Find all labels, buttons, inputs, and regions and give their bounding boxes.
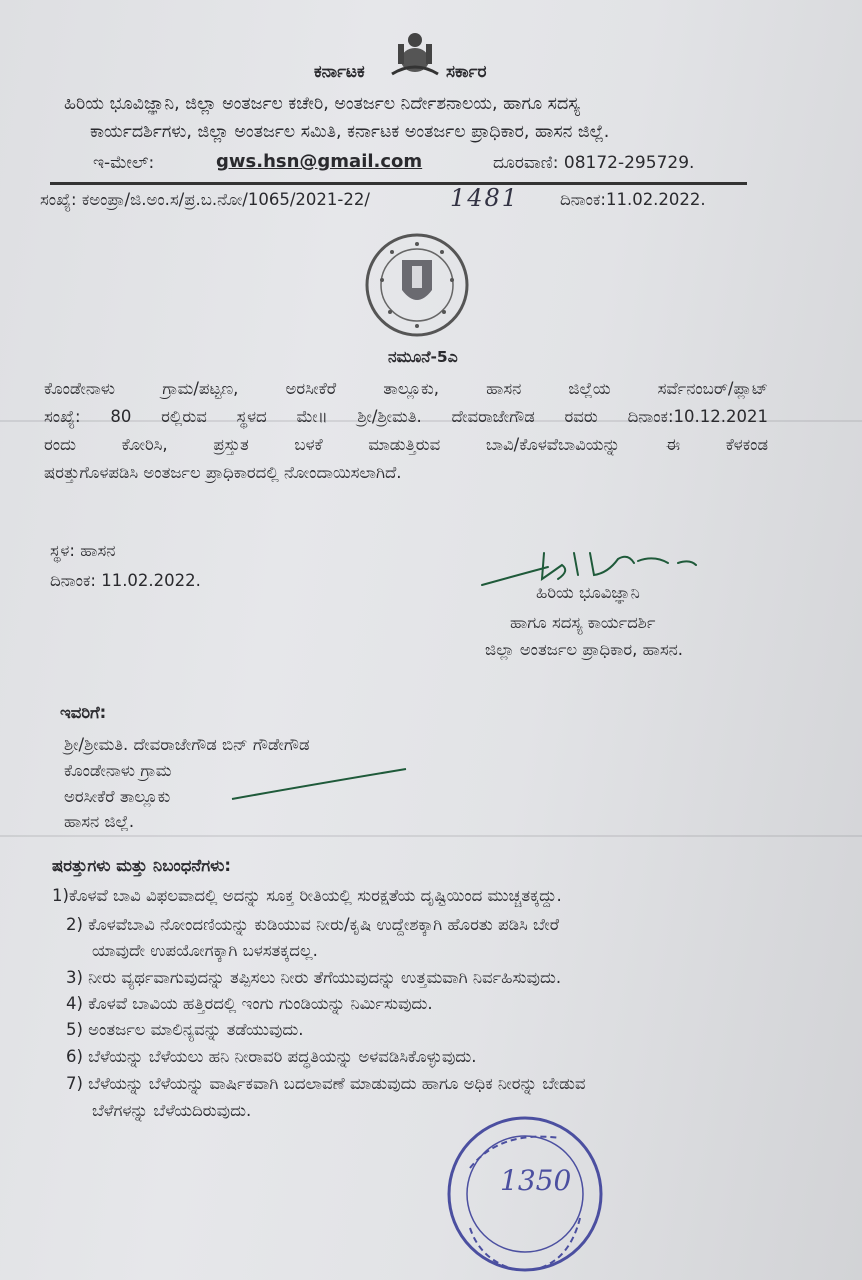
body-paragraph (44, 375, 768, 487)
signatory-role: ಹಾಗೂ ಸದಸ್ಯ ಕಾರ್ಯದರ್ಶಿ (510, 613, 656, 632)
govt-right: ಸರ್ಕಾರ (446, 62, 487, 82)
department-seal-icon (362, 230, 472, 340)
reference-date: ದಿನಾಂಕ:11.02.2022. (560, 190, 706, 209)
terms-title: ಷರತ್ತುಗಳು ಮತ್ತು ನಿಬಂಧನೆಗಳು: (52, 856, 231, 875)
term-item: ಯಾವುದೇ ಉಪಯೋಗಕ್ಕಾಗಿ ಬಳಸತಕ್ಕದಲ್ಲ. (92, 941, 318, 960)
issue-date: ದಿನಾಂಕ: 11.02.2022. (50, 571, 201, 590)
address-line: ಹಾಸನ ಜಿಲ್ಲೆ. (64, 812, 135, 831)
address-line: ಕೊಂಡೇನಾಳು ಗ್ರಾಮ (64, 761, 172, 780)
paper-fold (0, 835, 862, 837)
term-item: ಬೆಳೆಗಳನ್ನು ಬೆಳೆಯದಿರುವುದು. (92, 1101, 252, 1120)
body-line: ರಂದು ಕೋರಿಸಿ, ಪ್ರಸ್ತುತ ಬಳಕೆ ಮಾಡುತ್ತಿರುವ ಬಾವಿ/ಕೊಳವೆಬಾವಿಯನ್ನು ಈ ಕೆಳಕಂಡ (44, 435, 768, 454)
header-divider (50, 182, 747, 185)
term-item: 3) ನೀರು ವ್ಯರ್ಥವಾಗುವುದನ್ನು ತಪ್ಪಿಸಲು ನೀರು ತೆಗೆಯುವುದನ್ನು ಉತ್ತಮವಾಗಿ ನಿರ್ವಹಿಸುವುದು. (66, 968, 562, 987)
address-line: ಶ್ರೀ/ಶ್ರೀಮತಿ. ದೇವರಾಜೇಗೌಡ ಬಿನ್ ಗೌಡೇಗೌಡ (64, 735, 310, 754)
body-line: ಕೊಂಡೇನಾಳು ಗ್ರಾಮ/ಪಟ್ಟಣ, ಅರಸೀಕೆರೆ ತಾಲ್ಲೂಕು, ಹಾಸನ ಜಿಲ್ಲೆಯ ಸರ್ವೆನಂಬರ್/ಪ್ಲಾಟ್ (44, 379, 768, 398)
email-label: ಇ-ಮೇಲ್: (93, 153, 155, 173)
reference-number: ಸಂಖ್ಯೆ: ಕಅಂಪ್ರಾ/ಜಿ.ಅಂ.ಸ/ಪ್ರ.ಬ.ನೋ/1065/2021-22/ (40, 190, 370, 209)
term-item: 5) ಅಂತರ್ಜಲ ಮಾಲಿನ್ಯವನ್ನು ತಡೆಯುವುದು. (66, 1020, 304, 1039)
place: ಸ್ಥಳ: ಹಾಸನ (50, 541, 116, 560)
term-item: 4) ಕೊಳವೆ ಬಾವಿಯ ಹತ್ತಿರದಲ್ಲಿ ಇಂಗು ಗುಂಡಿಯನ್ನು ನಿರ್ಮಿಸುವುದು. (66, 994, 433, 1013)
address-line: ಅರಸೀಕೆರೆ ತಾಲ್ಲೂಕು (64, 787, 171, 806)
term-item: 6) ಬೆಳೆಯನ್ನು ಬೆಳೆಯಲು ಹನಿ ನೀರಾವರಿ ಪದ್ಧತಿಯನ್ನು ಅಳವಡಿಸಿಕೊಳ್ಳುವುದು. (66, 1047, 477, 1066)
inward-stamp-number: 1350 (500, 1164, 572, 1197)
office-line-1: ಹಿರಿಯ ಭೂವಿಜ್ಞಾನಿ, ಜಿಲ್ಲಾ ಅಂತರ್ಜಲ ಕಚೇರಿ, ಅಂತರ್ಜಲ ನಿರ್ದೇಶನಾಲಯ, ಹಾಗೂ ಸದಸ್ಯ (64, 94, 580, 114)
form-title: ನಮೂನೆ-5ಎ (388, 348, 458, 366)
addressee-label: ಇವರಿಗೆ: (60, 703, 107, 722)
pen-stroke (230, 765, 410, 805)
office-line-2: ಕಾರ್ಯದರ್ಶಿಗಳು, ಜಿಲ್ಲಾ ಅಂತರ್ಜಲ ಸಮಿತಿ, ಕರ್ನಾಟಕ ಅಂತರ್ಜಲ ಪ್ರಾಧಿಕಾರ, ಹಾಸನ ಜಿಲ್ಲೆ. (90, 122, 610, 142)
signatory-designation: ಹಿರಿಯ ಭೂವಿಜ್ಞಾನಿ (536, 583, 640, 602)
term-item: 2) ಕೊಳವೆಬಾವಿ ನೋಂದಣಿಯನ್ನು ಕುಡಿಯುವ ನೀರು/ಕೃಷಿ ಉದ್ದೇಶಕ್ಕಾಗಿ ಹೊರತು ಪಡಿಸಿ ಬೇರೆ (66, 915, 560, 934)
body-line: ಷರತ್ತುಗೊಳಪಡಿಸಿ ಅಂತರ್ಜಲ ಪ್ರಾಧಿಕಾರದಲ್ಲಿ ನೋಂದಾಯಿಸಲಾಗಿದೆ. (44, 463, 402, 482)
govt-left: ಕರ್ನಾಟಕ (314, 62, 365, 82)
karnataka-emblem-icon (388, 30, 442, 78)
inward-stamp (440, 1108, 610, 1280)
signatory-office: ಜಿಲ್ಲಾ ಅಂತರ್ಜಲ ಪ್ರಾಧಿಕಾರ, ಹಾಸನ. (485, 640, 684, 659)
term-item: 1)ಕೊಳವೆ ಬಾವಿ ವಿಫಲವಾದಲ್ಲಿ ಅದನ್ನು ಸೂಕ್ತ ರೀತಿಯಲ್ಲಿ ಸುರಕ್ಷತೆಯ ದೃಷ್ಟಿಯಿಂದ ಮುಚ್ಚತಕ್ಕದ್ದು. (52, 886, 562, 905)
handwritten-reference: 1481 (450, 184, 520, 212)
email-address: gws.hsn@gmail.com (216, 151, 423, 172)
phone-number: ದೂರವಾಣಿ: 08172-295729. (493, 153, 695, 173)
body-line: ಸಂಖ್ಯೆ: 80 ರಲ್ಲಿರುವ ಸ್ಥಳದ ಮೇ॥ ಶ್ರೀ/ಶ್ರೀಮತಿ. ದೇವರಾಜೇಗೌಡ ರವರು ದಿನಾಂಕ:10.12.2021 (44, 407, 768, 426)
term-item: 7) ಬೆಳೆಯನ್ನು ಬೆಳೆಯನ್ನು ವಾರ್ಷಿಕವಾಗಿ ಬದಲಾವಣೆ ಮಾಡುವುದು ಹಾಗೂ ಅಧಿಕ ನೀರನ್ನು ಬೇಡುವ (66, 1074, 586, 1093)
